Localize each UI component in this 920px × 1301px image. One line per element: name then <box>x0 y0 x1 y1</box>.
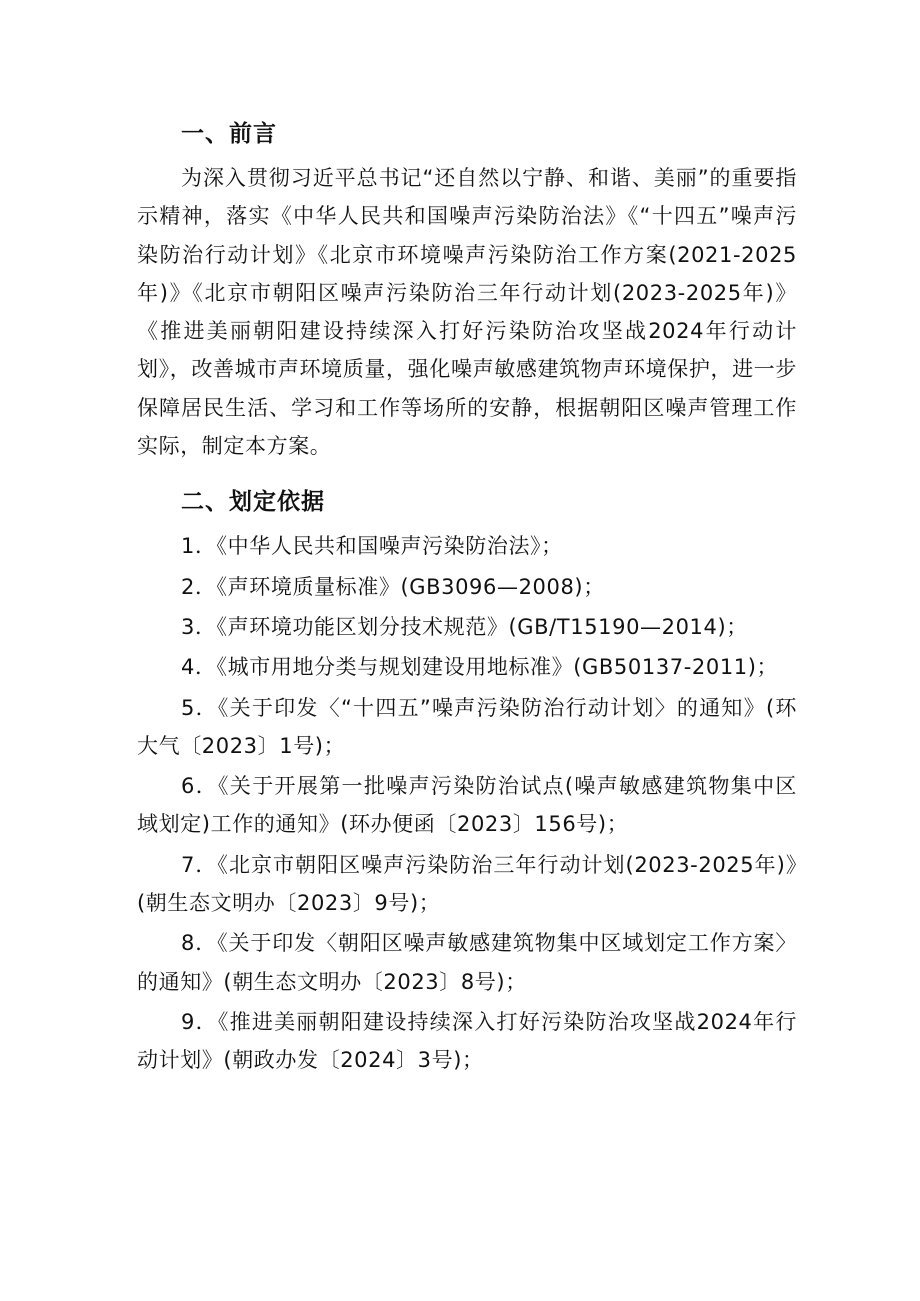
basis-item: 3．《声环境功能区划分技术规范》(GB/T15190—2014)； <box>181 614 748 639</box>
basis-item: 5．《关于印发〈“十四五”噪声污染防治行动计划〉的通知》(环大气〔2023〕1号)； <box>137 695 797 758</box>
section-heading-preface: 一、前言 <box>181 121 277 147</box>
document-body <box>137 115 797 1082</box>
preface-paragraph: 为深入贯彻习近平总书记“还自然以宁静、和谐、美丽”的重要指示精神，落实《中华人民共和国噪声污染防治法》《“十四五”噪声污染防治行动计划》《北京市环境噪声污染防治工作方案(2021-2025年)》《北京市朝阳区噪声污染防治三年行动计划(2023-2025年)》《推进美丽朝阳建设持续深入打好污染防治攻坚战2024年行动计划》，改善城市声环境质量，强化噪声敏感建筑物声环境保护，进一步保障居民生活、学习和工作等场所的安静，根据朝阳区噪声管理工作实际，制定本方案。 <box>137 166 797 459</box>
basis-item: 1．《中华人民共和国噪声污染防治法》； <box>181 534 563 559</box>
basis-item: 6．《关于开展第一批噪声污染防治试点(噪声敏感建筑物集中区域划定)工作的通知》(环办便函〔2023〕156号)； <box>137 774 797 837</box>
basis-item: 4．《城市用地分类与规划建设用地标准》(GB50137-2011)； <box>181 655 779 680</box>
basis-item: 9．《推进美丽朝阳建设持续深入打好污染防治攻坚战2024年行动计划》(朝政办发〔2024〕3号)； <box>137 1009 797 1073</box>
section-heading-basis: 二、划定依据 <box>181 489 325 516</box>
basis-item: 2．《声环境质量标准》(GB3096—2008)； <box>181 574 605 599</box>
basis-item: 7．《北京市朝阳区噪声污染防治三年行动计划(2023-2025年)》(朝生态文明办〔2023〕9号)； <box>137 852 797 916</box>
basis-item: 8．《关于印发〈朝阳区噪声敏感建筑物集中区域划定工作方案〉的通知》(朝生态文明办〔2023〕8号)； <box>137 931 797 994</box>
